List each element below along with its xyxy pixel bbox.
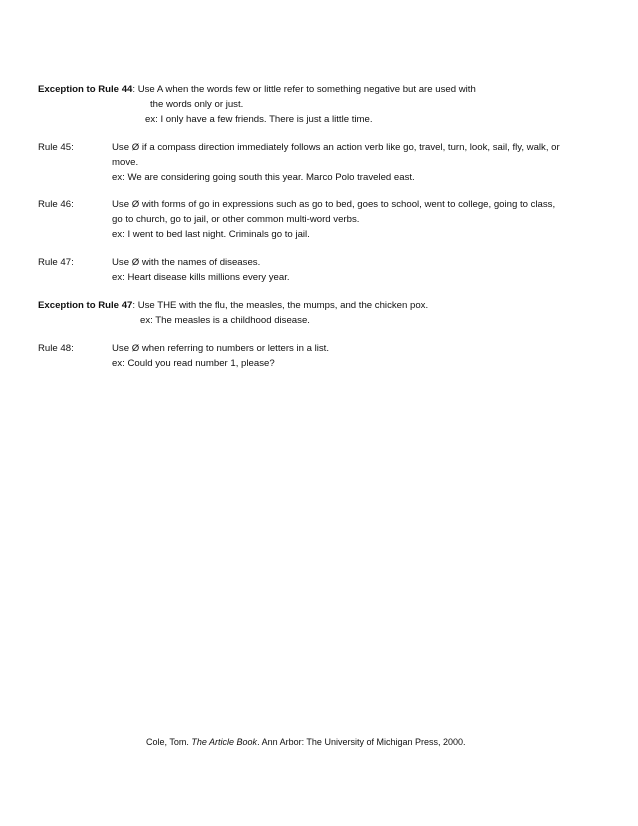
rule-45-example: ex: We are considering going south this year. Marco Polo traveled east. [112, 172, 415, 183]
rule-46-text-line2: go to church, go to jail, or other common multi-word verbs. [112, 214, 360, 225]
rule-45-text-line2: move. [112, 157, 139, 168]
citation [146, 736, 466, 748]
rule-45-label: Rule 45: [38, 142, 74, 153]
exception-47-text: : Use THE with the flu, the measles, the mumps, and the chicken pox. [132, 300, 429, 311]
rule-46-label: Rule 46: [38, 199, 74, 210]
rule-45-text-line1: Use Ø if a compass direction immediately follows an action verb like go, travel, turn, look, sail, fly, walk, or [112, 142, 560, 153]
exception-47-example: ex: The measles is a childhood disease. [140, 315, 310, 326]
rule-46-example: ex: I went to bed last night. Criminals go to jail. [112, 229, 310, 240]
rule-47-text-line1: Use Ø with the names of diseases. [112, 257, 261, 268]
rule-47-label: Rule 47: [38, 257, 74, 268]
exception-44-example: ex: I only have a few friends. There is just a little time. [145, 114, 373, 125]
citation-title: The Article Book [191, 737, 258, 747]
exception-47-line [38, 300, 428, 312]
rule-48-text-line1: Use Ø when referring to numbers or letters in a list. [112, 343, 330, 354]
rule-48-label: Rule 48: [38, 343, 74, 354]
exception-44-line [38, 84, 476, 96]
exception-47-label: Exception to Rule 47 [38, 300, 133, 311]
rule-46-text-line1: Use Ø with forms of go in expressions such as go to bed, goes to school, went to college, going to class, [112, 199, 556, 210]
exception-44-label: Exception to Rule 44 [38, 84, 133, 95]
rule-47-example: ex: Heart disease kills millions every year. [112, 272, 290, 283]
citation-publisher: . Ann Arbor: The University of Michigan Press, 2000. [257, 737, 466, 747]
rule-48-example: ex: Could you read number 1, please? [112, 358, 275, 369]
exception-44-text: : Use A when the words few or little refer to something negative but are used with [132, 84, 476, 95]
citation-author: Cole, Tom. [146, 737, 192, 747]
exception-44-continuation: the words only or just. [150, 99, 244, 110]
